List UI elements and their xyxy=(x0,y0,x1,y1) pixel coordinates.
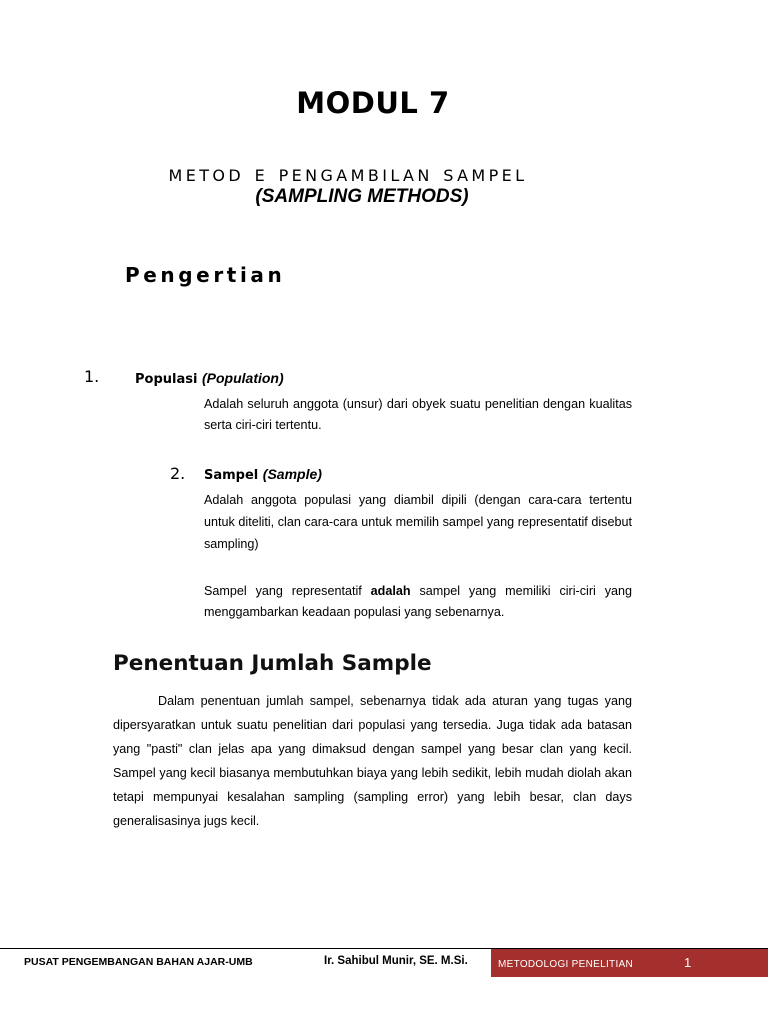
module-title: MODUL 7 xyxy=(296,86,450,120)
page-number: 1 xyxy=(684,955,692,970)
module-subtitle-english: (SAMPLING METHODS) xyxy=(255,186,469,207)
note-text-before: Sampel yang representatif xyxy=(204,584,371,598)
section-body-penentuan: Dalam penentuan jumlah sampel, sebenarnya tidak ada aturan yang tugas yang dipersyaratkan untuk suatu penelitian dari populasi yang tersedia. Juga tidak ada batasan yang "pasti" clan jelas apa yang dimaksud dengan sampel yang besar clan yang kecil. Sampel yang kecil biasanya membutuhkan biaya yang lebih sedikit, lebih mudah diolah akan tetapi mempunyai kesalahan sampling (sampling error) yang lebih besar, clan days generalisasinya jugs kecil. xyxy=(113,694,632,828)
item-number-2: 2. xyxy=(170,464,186,483)
section-heading-penentuan: Penentuan Jumlah Sample xyxy=(113,651,432,676)
item-label-text: Populasi xyxy=(135,372,198,387)
item-definition-populasi: Adalah seluruh anggota (unsur) dari obyek suatu penelitian dengan kualitas serta ciri-ciri tertentu. xyxy=(204,397,632,432)
note-text-bold: adalah xyxy=(370,584,411,598)
item-label-text: Sampel xyxy=(204,468,259,483)
module-subtitle: METOD E PENGAMBILAN SAMPEL xyxy=(168,166,528,185)
item-note-representatif xyxy=(204,581,632,623)
item-label-english: (Population) xyxy=(201,370,284,386)
footer-course-title: METODOLOGI PENELITIAN xyxy=(498,959,634,970)
item-label-sampel xyxy=(204,466,322,483)
section-heading-pengertian: Pengertian xyxy=(125,263,286,287)
item-definition-sampel: Adalah anggota populasi yang diambil dipili (dengan cara-cara tertentu untuk diteliti, clan cara-cara untuk memilih sampel yang representatif disebut sampling) xyxy=(204,493,632,551)
item-label-populasi xyxy=(135,370,284,387)
item-number-1: 1. xyxy=(84,367,100,386)
footer-institution: PUSAT PENGEMBANGAN BAHAN AJAR-UMB xyxy=(24,956,253,968)
note-text-after: sampel yang memiliki ciri-ciri yang menggambarkan keadaan populasi yang sebenarnya. xyxy=(204,584,632,619)
footer-author: Ir. Sahibul Munir, SE. M.Si. xyxy=(324,955,468,967)
item-label-english: (Sample) xyxy=(262,466,322,482)
